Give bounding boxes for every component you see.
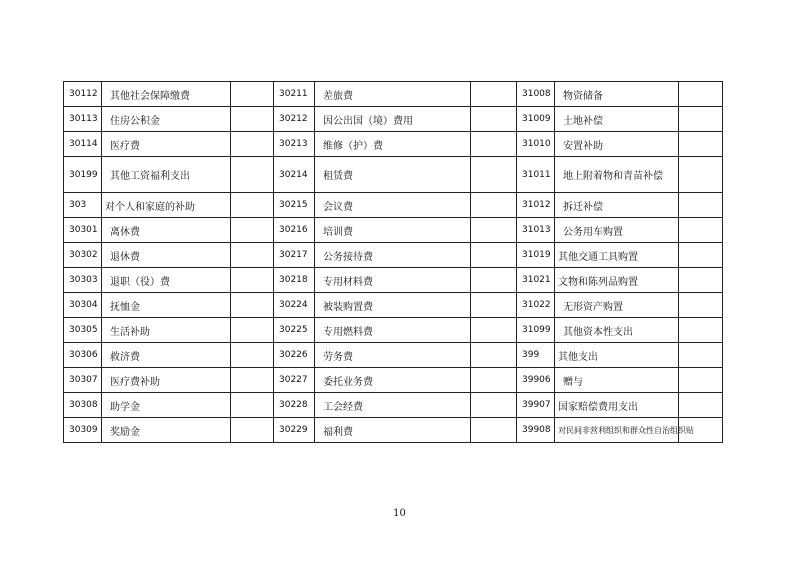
empty-cell bbox=[231, 193, 274, 218]
account-code-cell: 31019 bbox=[517, 243, 555, 268]
account-name-cell: 救济费 bbox=[102, 343, 231, 368]
account-code-cell: 30306 bbox=[64, 343, 102, 368]
table-row bbox=[64, 343, 723, 368]
account-name-cell: 公务用车购置 bbox=[555, 218, 679, 243]
account-code-cell: 31022 bbox=[517, 293, 555, 318]
account-name-cell: 奖励金 bbox=[102, 418, 231, 443]
account-name-cell: 其他社会保障缴费 bbox=[102, 82, 231, 107]
account-code-cell: 30307 bbox=[64, 368, 102, 393]
account-name-cell: 安置补助 bbox=[555, 132, 679, 157]
account-name-cell: 医疗费补助 bbox=[102, 368, 231, 393]
empty-cell bbox=[679, 132, 723, 157]
table-row bbox=[64, 418, 723, 443]
account-code-cell: 31010 bbox=[517, 132, 555, 157]
account-code-cell: 30224 bbox=[274, 293, 315, 318]
empty-cell bbox=[471, 293, 517, 318]
account-name-cell: 其他支出 bbox=[555, 343, 679, 368]
account-code-cell: 30229 bbox=[274, 418, 315, 443]
empty-cell bbox=[679, 243, 723, 268]
account-name-cell: 拆迁补偿 bbox=[555, 193, 679, 218]
empty-cell bbox=[471, 82, 517, 107]
empty-cell bbox=[231, 318, 274, 343]
empty-cell bbox=[679, 157, 723, 193]
account-code-cell: 31009 bbox=[517, 107, 555, 132]
table-row bbox=[64, 132, 723, 157]
account-name-cell: 赠与 bbox=[555, 368, 679, 393]
account-name-cell: 会议费 bbox=[315, 193, 471, 218]
account-name-cell: 土地补偿 bbox=[555, 107, 679, 132]
expenditure-code-table bbox=[63, 81, 723, 443]
account-code-cell: 39908 bbox=[517, 418, 555, 443]
empty-cell bbox=[231, 343, 274, 368]
account-code-cell: 30304 bbox=[64, 293, 102, 318]
empty-cell bbox=[471, 418, 517, 443]
account-code-cell: 30215 bbox=[274, 193, 315, 218]
empty-cell bbox=[231, 268, 274, 293]
account-name-cell: 租赁费 bbox=[315, 157, 471, 193]
account-code-cell: 30199 bbox=[64, 157, 102, 193]
account-name-cell: 其他交通工具购置 bbox=[555, 243, 679, 268]
account-name-cell: 退职（役）费 bbox=[102, 268, 231, 293]
account-name-cell: 差旅费 bbox=[315, 82, 471, 107]
account-code-cell: 30212 bbox=[274, 107, 315, 132]
account-code-cell: 30112 bbox=[64, 82, 102, 107]
account-code-cell: 39907 bbox=[517, 393, 555, 418]
account-code-cell: 30226 bbox=[274, 343, 315, 368]
empty-cell bbox=[231, 418, 274, 443]
account-name-cell: 公务接待费 bbox=[315, 243, 471, 268]
account-name-cell: 无形资产购置 bbox=[555, 293, 679, 318]
empty-cell bbox=[231, 132, 274, 157]
account-name-cell: 被装购置费 bbox=[315, 293, 471, 318]
account-code-cell: 30227 bbox=[274, 368, 315, 393]
table-row bbox=[64, 218, 723, 243]
account-code-cell: 31011 bbox=[517, 157, 555, 193]
account-code-cell: 30225 bbox=[274, 318, 315, 343]
empty-cell bbox=[231, 243, 274, 268]
account-name-cell: 委托业务费 bbox=[315, 368, 471, 393]
account-code-cell: 30305 bbox=[64, 318, 102, 343]
empty-cell bbox=[471, 157, 517, 193]
account-name-cell: 离休费 bbox=[102, 218, 231, 243]
account-name-cell: 医疗费 bbox=[102, 132, 231, 157]
account-name-cell: 专用材料费 bbox=[315, 268, 471, 293]
empty-cell bbox=[231, 368, 274, 393]
account-code-cell: 30211 bbox=[274, 82, 315, 107]
empty-cell bbox=[679, 343, 723, 368]
empty-cell bbox=[471, 132, 517, 157]
account-code-cell: 30308 bbox=[64, 393, 102, 418]
account-code-cell: 30309 bbox=[64, 418, 102, 443]
account-name-cell: 国家赔偿费用支出 bbox=[555, 393, 679, 418]
account-name-cell: 退休费 bbox=[102, 243, 231, 268]
table-row bbox=[64, 293, 723, 318]
empty-cell bbox=[471, 107, 517, 132]
table-row bbox=[64, 243, 723, 268]
account-name-cell: 抚恤金 bbox=[102, 293, 231, 318]
empty-cell bbox=[471, 318, 517, 343]
account-code-cell: 39906 bbox=[517, 368, 555, 393]
account-name-cell: 住房公积金 bbox=[102, 107, 231, 132]
empty-cell bbox=[231, 82, 274, 107]
table-row bbox=[64, 193, 723, 218]
empty-cell bbox=[679, 218, 723, 243]
empty-cell bbox=[679, 82, 723, 107]
empty-cell bbox=[679, 193, 723, 218]
account-code-cell: 303 bbox=[64, 193, 102, 218]
empty-cell bbox=[679, 393, 723, 418]
account-name-cell: 物资储备 bbox=[555, 82, 679, 107]
empty-cell bbox=[231, 218, 274, 243]
table-row bbox=[64, 268, 723, 293]
account-name-cell: 文物和陈列品购置 bbox=[555, 268, 679, 293]
account-code-cell: 30218 bbox=[274, 268, 315, 293]
account-name-cell: 对个人和家庭的补助 bbox=[102, 193, 231, 218]
account-code-cell: 30302 bbox=[64, 243, 102, 268]
empty-cell bbox=[679, 368, 723, 393]
account-name-cell: 劳务费 bbox=[315, 343, 471, 368]
account-code-cell: 30228 bbox=[274, 393, 315, 418]
account-code-cell: 31021 bbox=[517, 268, 555, 293]
empty-cell bbox=[679, 293, 723, 318]
account-code-cell: 30216 bbox=[274, 218, 315, 243]
empty-cell bbox=[679, 318, 723, 343]
empty-cell bbox=[471, 193, 517, 218]
account-code-cell: 30217 bbox=[274, 243, 315, 268]
account-name-cell: 维修（护）费 bbox=[315, 132, 471, 157]
account-name-cell: 助学金 bbox=[102, 393, 231, 418]
empty-cell bbox=[231, 293, 274, 318]
account-name-cell: 福利费 bbox=[315, 418, 471, 443]
account-name-cell: 培训费 bbox=[315, 218, 471, 243]
account-name-cell: 因公出国（境）费用 bbox=[315, 107, 471, 132]
table-body bbox=[64, 82, 723, 443]
account-name-cell: 其他工资福利支出 bbox=[102, 157, 231, 193]
empty-cell bbox=[471, 268, 517, 293]
account-code-cell: 31012 bbox=[517, 193, 555, 218]
table-row bbox=[64, 318, 723, 343]
empty-cell bbox=[471, 243, 517, 268]
table-row bbox=[64, 157, 723, 193]
empty-cell bbox=[679, 268, 723, 293]
empty-cell bbox=[231, 157, 274, 193]
table-row bbox=[64, 107, 723, 132]
table-row bbox=[64, 368, 723, 393]
empty-cell bbox=[471, 368, 517, 393]
empty-cell bbox=[471, 218, 517, 243]
account-code-cell: 31099 bbox=[517, 318, 555, 343]
account-code-cell: 399 bbox=[517, 343, 555, 368]
empty-cell bbox=[471, 343, 517, 368]
account-name-cell: 其他资本性支出 bbox=[555, 318, 679, 343]
account-code-cell: 30114 bbox=[64, 132, 102, 157]
empty-cell bbox=[471, 393, 517, 418]
table-row bbox=[64, 82, 723, 107]
account-code-cell: 31008 bbox=[517, 82, 555, 107]
empty-cell bbox=[231, 393, 274, 418]
account-code-cell: 31013 bbox=[517, 218, 555, 243]
empty-cell bbox=[231, 107, 274, 132]
account-code-cell: 30113 bbox=[64, 107, 102, 132]
account-code-cell: 30213 bbox=[274, 132, 315, 157]
account-code-cell: 30303 bbox=[64, 268, 102, 293]
account-name-cell: 地上附着物和青苗补偿 bbox=[555, 157, 679, 193]
table-row bbox=[64, 393, 723, 418]
account-name-cell: 专用燃料费 bbox=[315, 318, 471, 343]
account-code-cell: 30214 bbox=[274, 157, 315, 193]
account-name-cell: 对民间非营利组织和群众性自治组织贴 bbox=[555, 418, 679, 443]
page-number: 10 bbox=[393, 508, 406, 519]
account-name-cell: 工会经费 bbox=[315, 393, 471, 418]
account-code-cell: 30301 bbox=[64, 218, 102, 243]
empty-cell bbox=[679, 107, 723, 132]
account-name-cell: 生活补助 bbox=[102, 318, 231, 343]
